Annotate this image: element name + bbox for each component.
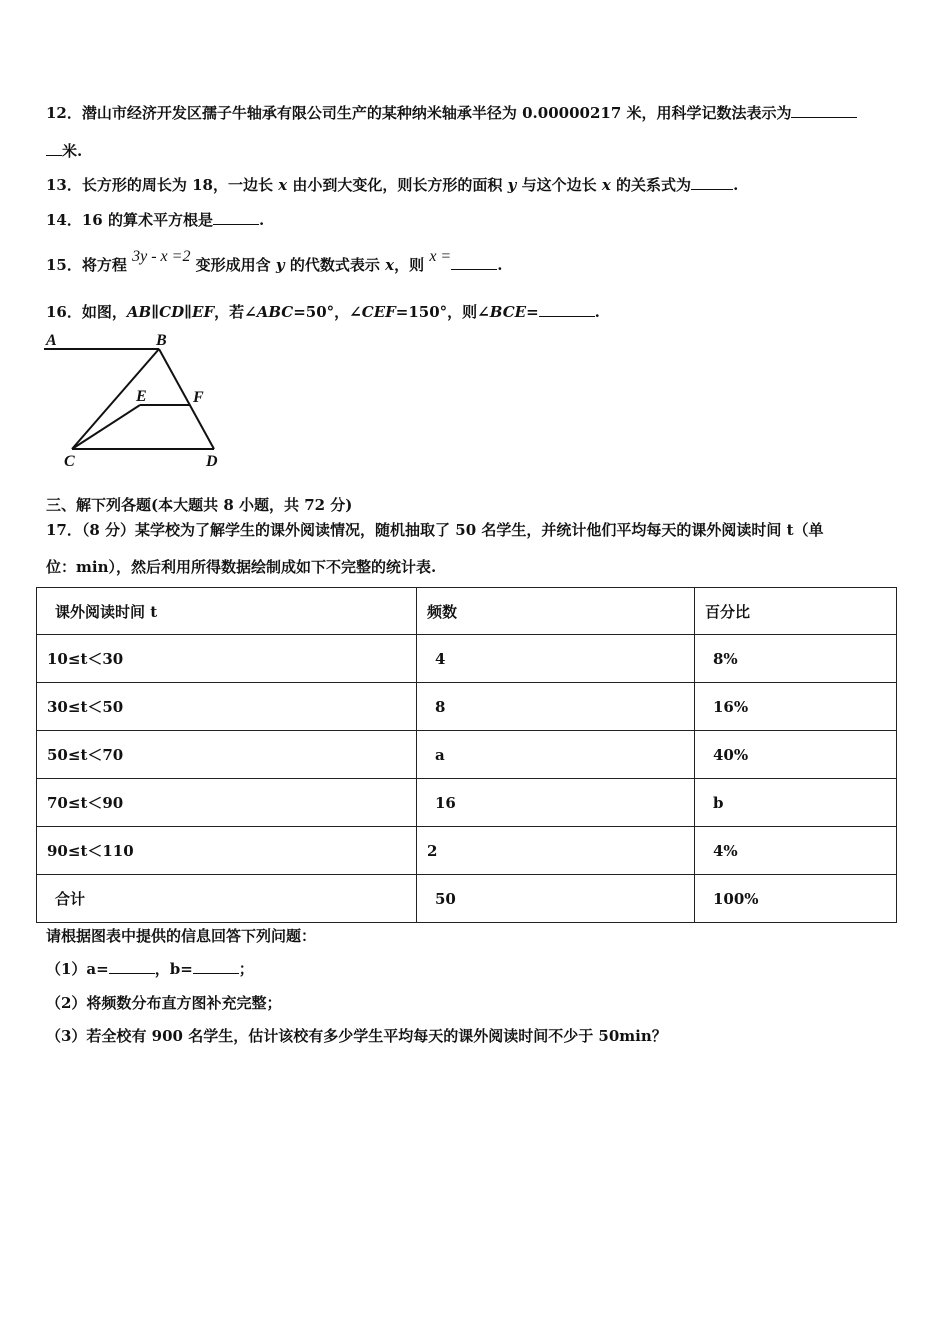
- table-cell: 4%: [695, 827, 897, 875]
- section-3-heading: 三、解下列各题(本大题共 8 小题，共 72 分): [46, 496, 353, 514]
- question-14: [46, 210, 264, 230]
- label-b: B: [156, 332, 167, 349]
- q17-b-blank[interactable]: [193, 959, 239, 974]
- table-header-row: [37, 588, 897, 635]
- q12-answer-blank-cont[interactable]: [46, 141, 62, 156]
- question-13: [46, 175, 738, 195]
- q17-sub1-prefix: （1）a=: [46, 960, 109, 978]
- q15-lhs: x =: [429, 248, 452, 265]
- q13-var-x: x: [278, 176, 288, 194]
- label-f: F: [193, 389, 204, 406]
- header-cell: 频数: [417, 588, 695, 635]
- q17-a-blank[interactable]: [109, 959, 155, 974]
- q14-end: .: [258, 211, 265, 229]
- q15-mid2: 的代数式表示: [289, 256, 380, 274]
- q15-prefix: 15．将方程: [46, 256, 127, 274]
- q15-mid3: ，则: [394, 256, 425, 274]
- question-12-continued: [46, 141, 82, 161]
- header-cell: 课外阅读时间 t: [37, 588, 417, 635]
- table-total-row: [37, 875, 897, 923]
- table-cell: 70≤t＜90: [37, 779, 417, 827]
- q16-angle-abc: ABC: [256, 303, 294, 321]
- q15-end: .: [497, 256, 503, 274]
- q16-angle-cef: CEF: [361, 303, 396, 321]
- q12-text: 12．潜山市经济开发区孺子牛轴承有限公司生产的某种纳米轴承半径为 0.00000217 米，用科学记数法表示为: [46, 104, 792, 122]
- q14-text: 14．16 的算术平方根是: [46, 211, 213, 229]
- question-17-line1: 17．（8 分）某学校为了解学生的课外阅读情况，随机抽取了 50 名学生，并统计他们平均每天的课外阅读时间 t（单: [46, 521, 824, 539]
- table-cell: 2: [417, 827, 695, 875]
- table-cell: 8: [417, 683, 695, 731]
- q16-angle-bce: BCE: [489, 303, 527, 321]
- question-16: [46, 302, 600, 322]
- q15-mid: 变形成用含: [195, 256, 271, 274]
- q13-mid2: 与这个边长: [521, 176, 597, 194]
- q16-val2: =150°，则∠: [395, 303, 490, 321]
- table-cell: a: [417, 731, 695, 779]
- q15-answer-blank[interactable]: [451, 255, 497, 270]
- q17-prompt: 请根据图表中提供的信息回答下列问题：: [46, 927, 317, 945]
- q13-answer-blank[interactable]: [691, 175, 733, 190]
- q13-end: .: [733, 176, 739, 194]
- table-cell: b: [695, 779, 897, 827]
- q13-mid1: 由小到大变化，则长方形的面积: [292, 176, 503, 194]
- table-cell: 30≤t＜50: [37, 683, 417, 731]
- q16-answer-blank[interactable]: [539, 302, 595, 317]
- q17-sub3: （3）若全校有 900 名学生，估计该校有多少学生平均每天的课外阅读时间不少于 50min？: [46, 1027, 667, 1045]
- q12-answer-blank[interactable]: [791, 103, 857, 118]
- q12-tail: 米.: [62, 142, 83, 160]
- q13-var-y: y: [507, 176, 517, 194]
- q13-var-x2: x: [601, 176, 611, 194]
- q17-sub1-end: ；: [238, 960, 254, 978]
- q15-equation: 3y - x =2: [132, 248, 191, 265]
- label-a: A: [46, 332, 57, 349]
- reading-time-table: [36, 587, 897, 923]
- table-row: [37, 827, 897, 875]
- table-row: [37, 683, 897, 731]
- question-12: [46, 103, 857, 123]
- table-cell: 100%: [695, 875, 897, 923]
- q17-sub1-mid: ，b=: [154, 960, 193, 978]
- question-17-line2: 位：min），然后利用所得数据绘制成如下不完整的统计表.: [46, 558, 437, 576]
- q16-val1: =50°，∠: [293, 303, 362, 321]
- q17-sub2: （2）将频数分布直方图补充完整；: [46, 994, 282, 1012]
- question-15: [46, 248, 503, 276]
- label-c: C: [64, 453, 75, 470]
- segment-ce: [72, 405, 140, 449]
- table-row: [37, 635, 897, 683]
- q16-parallel-relation: AB∥CD∥EF: [126, 303, 215, 321]
- q16-end: .: [594, 303, 600, 321]
- table-cell: 16%: [695, 683, 897, 731]
- q16-mid1: ，若∠: [214, 303, 257, 321]
- q13-suffix: 的关系式为: [616, 176, 692, 194]
- table-row: [37, 779, 897, 827]
- table-cell: 40%: [695, 731, 897, 779]
- table-cell: 8%: [695, 635, 897, 683]
- q13-prefix: 13．长方形的周长为 18，一边长: [46, 176, 273, 194]
- label-d: D: [206, 453, 218, 470]
- geometry-figure: [40, 330, 240, 475]
- table-row: [37, 731, 897, 779]
- table-cell: 16: [417, 779, 695, 827]
- q15-var-y: y: [275, 256, 285, 274]
- table-cell: 90≤t＜110: [37, 827, 417, 875]
- segment-bd: [159, 349, 214, 449]
- label-e: E: [136, 388, 147, 405]
- q16-eq: =: [526, 303, 539, 321]
- q15-var-x: x: [385, 256, 395, 274]
- q14-answer-blank[interactable]: [213, 210, 259, 225]
- q17-sub1: [46, 959, 254, 979]
- table-cell: 50: [417, 875, 695, 923]
- q16-prefix: 16．如图，: [46, 303, 127, 321]
- table-cell: 50≤t＜70: [37, 731, 417, 779]
- table-cell: 4: [417, 635, 695, 683]
- header-cell: 百分比: [695, 588, 897, 635]
- table-cell: 10≤t＜30: [37, 635, 417, 683]
- table-cell: 合计: [37, 875, 417, 923]
